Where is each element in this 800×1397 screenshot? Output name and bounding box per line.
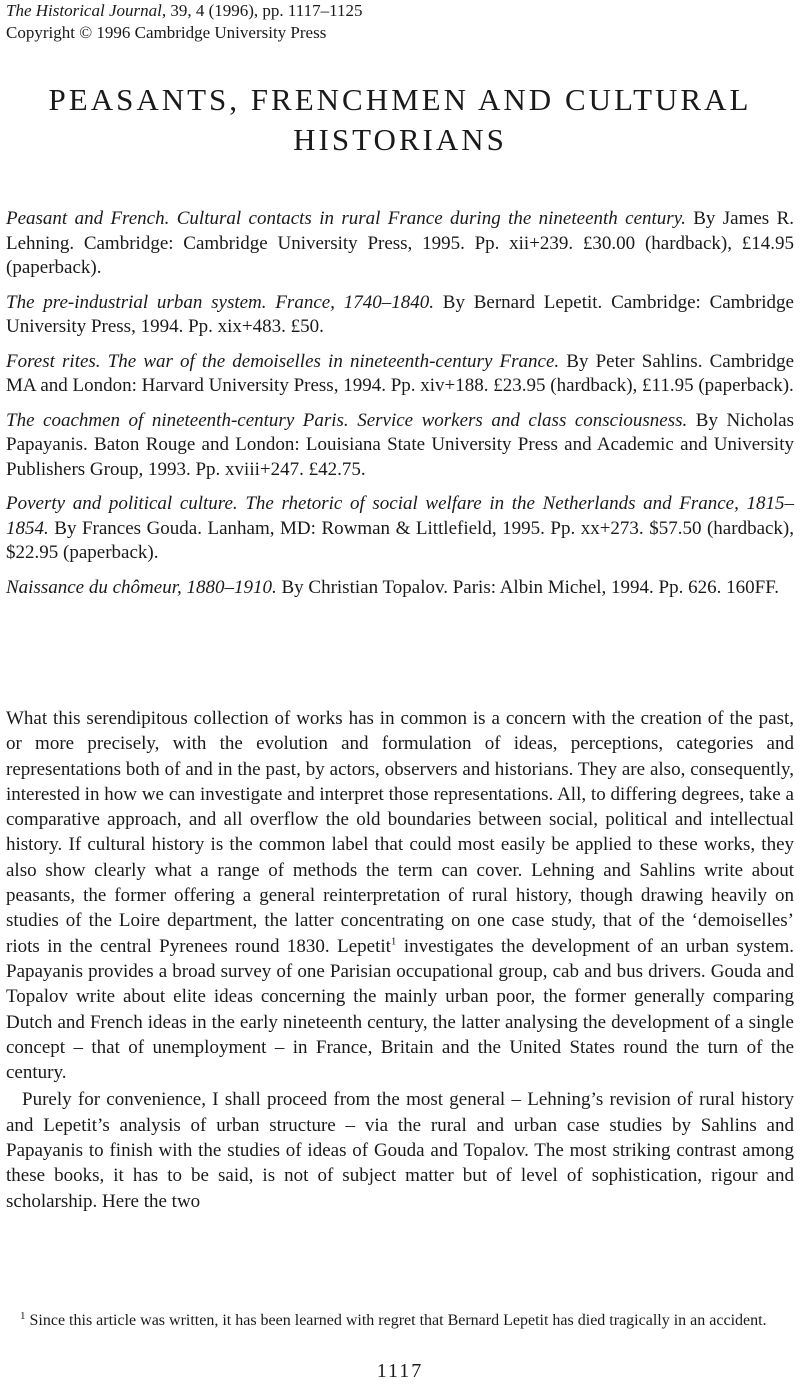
paragraph-2: Purely for convenience, I shall proceed from the most general – Lehning’s revision of rural history and Lepetit’s analysis of urban structure – via the rural and urban case studies by Sahlins and Papayanis to finish with the studies of ideas of Gouda and Topalov. The most striking contrast among these books, it has to be said, is not of subject matter but of level of sophistication, rigour and scholarship. Here the two (6, 1089, 794, 1212)
book-title: Peasant and French. Cultural contacts in rural France during the nineteenth century. (6, 208, 686, 229)
paragraph-1-text-cont: investigates the development of an urban system. Papayanis provides a broad survey of one Parisian occupational group, cab and bus drivers. Gouda and Topalov write about elite ideas concerning the mainly urban poor, the former generally comparing Dutch and French ideas in the early nineteenth century, the latter analysing the development of a single concept – that of unemployment – in France, Britain and the United States round the turn of the century. (6, 935, 794, 1084)
review-entry (6, 207, 794, 281)
book-details: By Bernard Lepetit. Cambridge: Cambridge University Press, 1994. Pp. xix+483. £50. (6, 291, 794, 337)
footnote-text: Since this article was written, it has been learned with regret that Bernard Lepetit has died tragically in an accident. (29, 1312, 767, 1329)
review-entry (6, 409, 794, 483)
footnote-reference[interactable]: 1 (390, 935, 397, 948)
reviewed-books-list (6, 207, 794, 610)
copyright-line: Copyright © 1996 Cambridge University Press (6, 23, 327, 42)
journal-citation: 39, 4 (1996), pp. 1117–1125 (170, 1, 363, 20)
journal-name: The Historical Journal, (6, 1, 167, 20)
citation-line (6, 0, 363, 22)
book-title: The coachmen of nineteenth-century Paris. Service workers and class consciousness. (6, 409, 688, 431)
book-title: Naissance du chômeur, 1880–1910. (6, 576, 277, 598)
book-details: By Frances Gouda. Lanham, MD: Rowman & Littlefield, 1995. Pp. xx+273. $57.50 (hardback), $22.95 (paperback). (6, 517, 795, 563)
footnote-number: 1 (20, 1309, 26, 1322)
book-title: Poverty and political culture. The rhetoric of social welfare in the Netherlands and France, 1815–1854. (6, 493, 794, 539)
book-details: By Christian Topalov. Paris: Albin Michel, 1994. Pp. 626. 160FF. (281, 576, 779, 598)
book-title: The pre-industrial urban system. France, 1740–1840. (6, 291, 434, 313)
review-entry (6, 492, 794, 566)
title-line-2: HISTORIANS (293, 122, 507, 157)
review-entry (6, 350, 794, 399)
footnote (6, 1310, 794, 1331)
review-entry (6, 576, 794, 601)
journal-header (6, 0, 363, 44)
article-title (0, 80, 800, 160)
paragraph-1-text: What this serendipitous collection of works has in common is a concern with the creation of the past, or more precisely, with the evolution and formulation of ideas, perceptions, categories and representations both of and in the past, by actors, observers and historians. They are also, consequently, interested in how we can investigate and interpret those representations. All, to differing degrees, take a comparative approach, and all overflow the old boundaries between social, political and intellectual history. If cultural history is the common label that could most easily be applied to these works, they also show clearly what a range of methods the term can cover. Lehning and Sahlins write about peasants, the former offering a general reinterpretation of rural history, though drawing heavily on studies of the Loire department, the latter concentrating on one case study, that of the ‘demoiselles’ riots in the central Pyrenees round 1830. Lepetit (6, 708, 794, 957)
title-line-1: PEASANTS, FRENCHMEN AND CULTURAL (48, 82, 752, 117)
page-number: 1117 (376, 1360, 424, 1382)
book-details: By Nicholas Papayanis. Baton Rouge and London: Louisiana State University Press and Academic and University Publishers Group, 1993. Pp. xviii+247. £42.75. (6, 409, 795, 480)
article-body (6, 706, 794, 1214)
book-title: Forest rites. The war of the demoiselles in nineteenth-century France. (6, 350, 560, 372)
review-entry (6, 291, 794, 340)
book-details: By James R. Lehning. Cambridge: Cambridge University Press, 1995. Pp. xii+239. £30.00 (hardback), £14.95 (paperback). (6, 208, 794, 278)
book-details: By Peter Sahlins. Cambridge MA and London: Harvard University Press, 1994. Pp. xiv+188. £23.95 (hardback), £11.95 (paperback). (6, 350, 795, 396)
paragraph-1 (6, 706, 794, 1085)
